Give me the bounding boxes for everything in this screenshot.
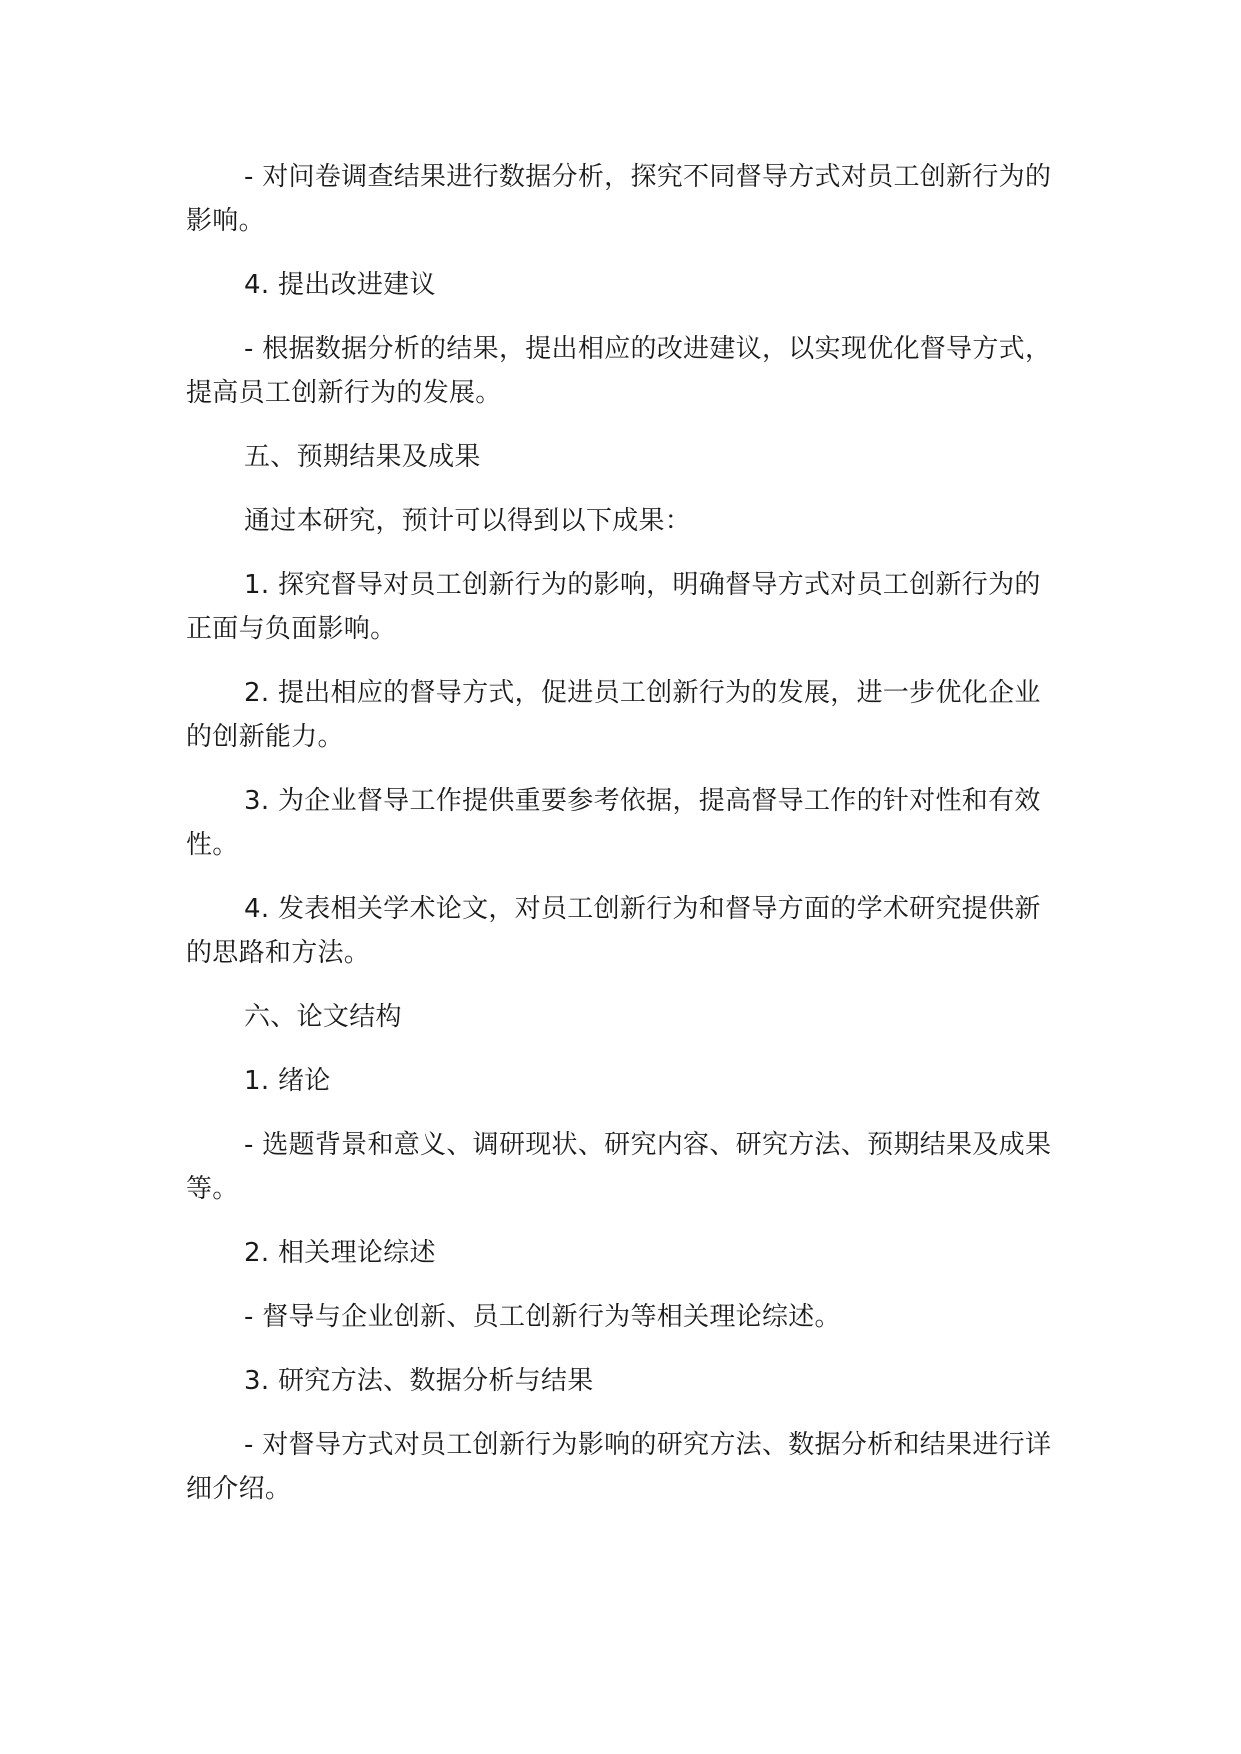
result-item-4: 4. 发表相关学术论文，对员工创新行为和督导方面的学术研究提供新的思路和方法。 xyxy=(186,894,1041,968)
structure-detail-introduction: - 选题背景和意义、调研现状、研究内容、研究方法、预期结果及成果等。 xyxy=(186,1130,1052,1204)
structure-heading-introduction: 1. 绪论 xyxy=(244,1066,331,1096)
paragraph-results-intro: 通过本研究，预计可以得到以下成果： xyxy=(244,506,692,536)
document-body xyxy=(186,155,1066,1531)
structure-heading-methods: 3. 研究方法、数据分析与结果 xyxy=(244,1366,594,1396)
structure-detail-theory: - 督导与企业创新、员工创新行为等相关理论综述。 xyxy=(244,1302,841,1332)
result-item-2: 2. 提出相应的督导方式，促进员工创新行为的发展，进一步优化企业的创新能力。 xyxy=(186,678,1041,752)
structure-heading-theory: 2. 相关理论综述 xyxy=(244,1238,436,1268)
paragraph-analysis: - 对问卷调查结果进行数据分析，探究不同督导方式对员工创新行为的影响。 xyxy=(186,162,1052,236)
paragraph-improvement: - 根据数据分析的结果，提出相应的改进建议，以实现优化督导方式，提高员工创新行为的发展。 xyxy=(186,334,1052,408)
section-heading-thesis-structure: 六、论文结构 xyxy=(244,1002,402,1032)
result-item-3: 3. 为企业督导工作提供重要参考依据，提高督导工作的针对性和有效性。 xyxy=(186,786,1041,860)
heading-improvement: 4. 提出改进建议 xyxy=(244,270,436,300)
result-item-1: 1. 探究督导对员工创新行为的影响，明确督导方式对员工创新行为的正面与负面影响。 xyxy=(186,570,1041,644)
structure-detail-methods: - 对督导方式对员工创新行为影响的研究方法、数据分析和结果进行详细介绍。 xyxy=(186,1430,1052,1504)
section-heading-expected-results: 五、预期结果及成果 xyxy=(244,442,481,472)
